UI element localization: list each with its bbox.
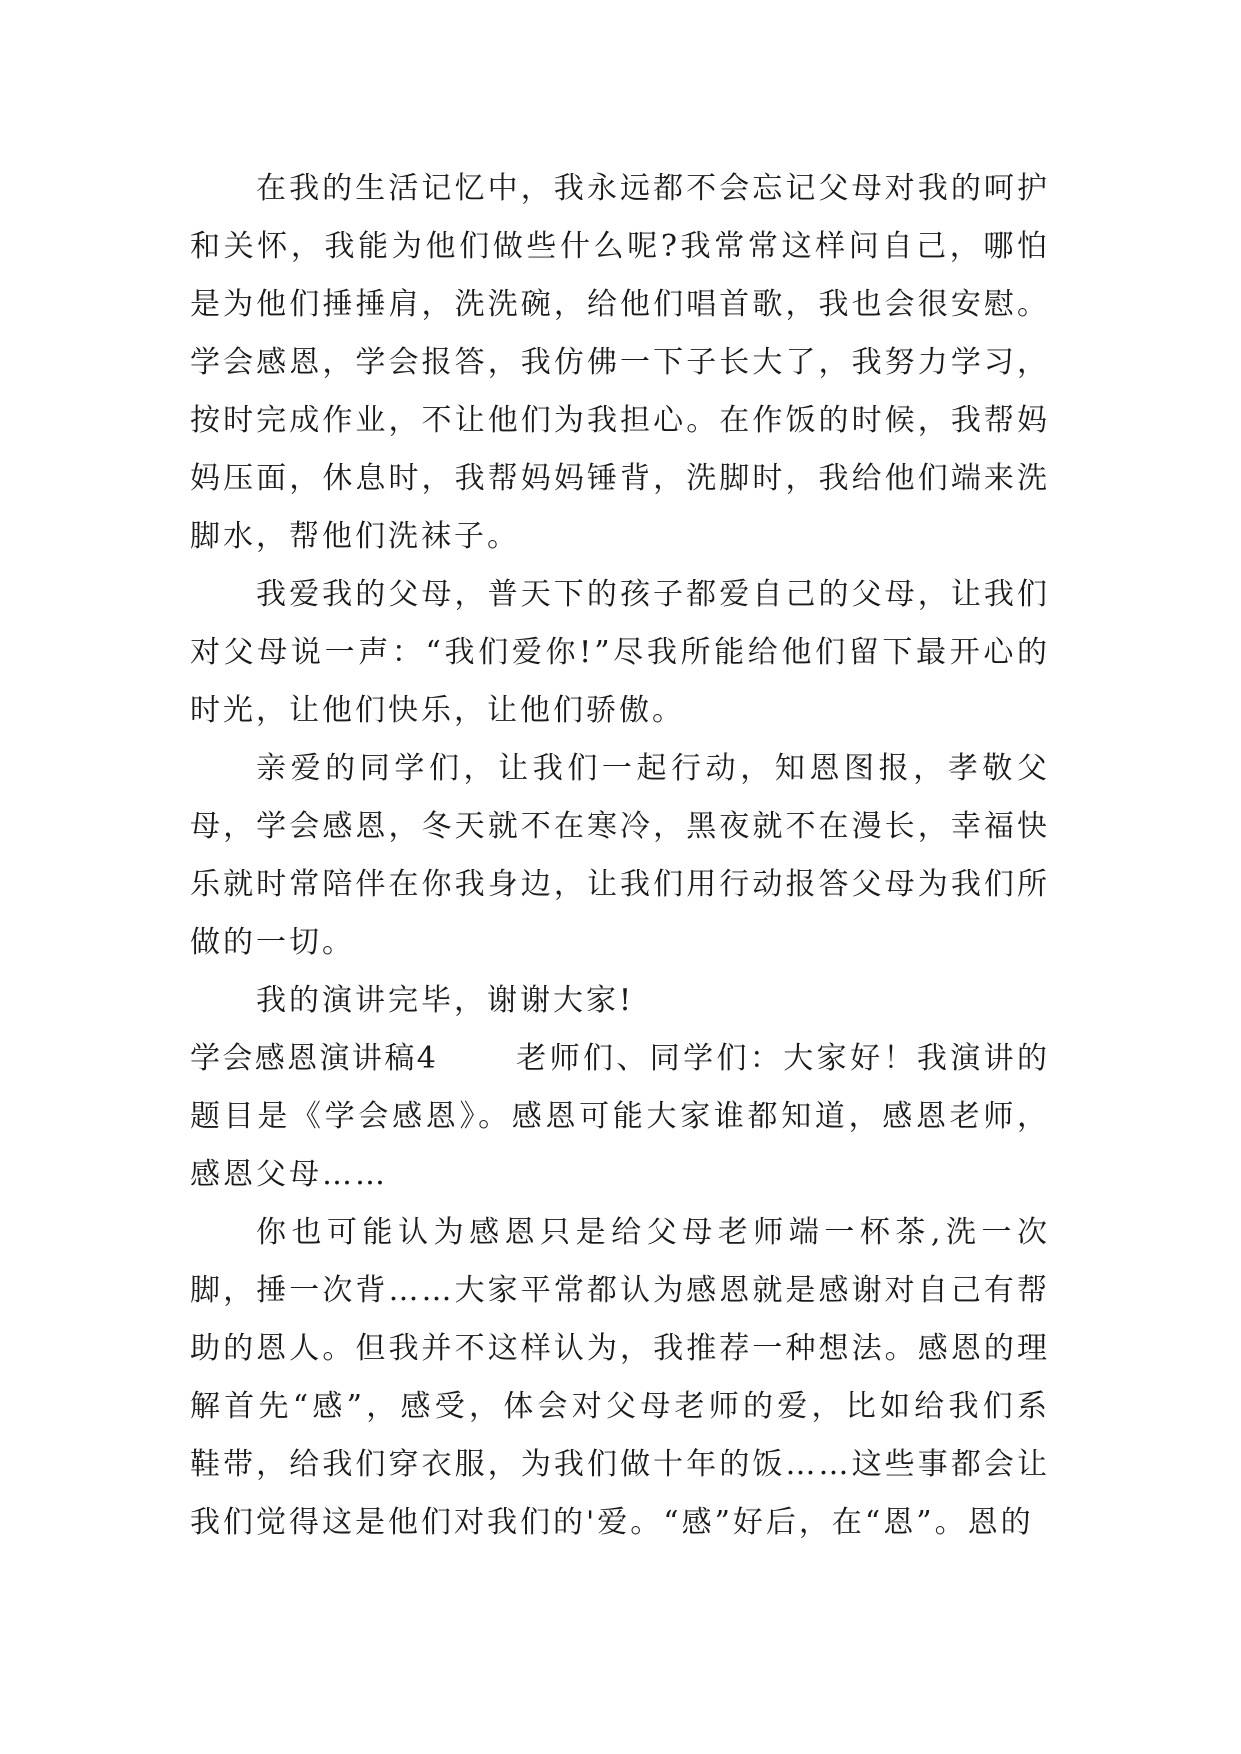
paragraph-final: 你也可能认为感恩只是给父母老师端一杯茶,洗一次脚，捶一次背……大家平常都认为感恩就是感谢对自己有帮助的恩人。但我并不这样认为，我推荐一种想法。感恩的理解首先“感”，感受，体会对父母老师的爱，比如给我们系鞋带，给我们穿衣服，为我们做十年的饭……这些事都会让我们觉得这是他们对我们的'爱。“感”好后，在“恩”。恩的 [190,1215,1050,1540]
paragraph-4: 我的演讲完毕，谢谢大家! [256,983,635,1018]
paragraph-3: 亲爱的同学们，让我们一起行动，知恩图报，孝敬父母，学会感恩，冬天就不在寒冷，黑夜就不在漫长，幸福快乐就时常陪伴在你我身边，让我们用行动报答父母为我们所做的一切。 [190,751,1050,960]
section-paragraph [190,1030,1050,1204]
section-heading: 学会感恩演讲稿4 [190,1041,438,1076]
paragraph-2: 我爱我的父母，普天下的孩子都爱自己的父母，让我们对父母说一声：“我们爱你!”尽我所能给他们留下最开心的时光，让他们快乐，让他们骄傲。 [190,577,1050,728]
paragraph-1: 在我的生活记忆中，我永远都不会忘记父母对我的呵护和关怀，我能为他们做些什么呢?我常常这样问自己，哪怕是为他们捶捶肩，洗洗碗，给他们唱首歌，我也会很安慰。学会感恩，学会报答，我仿佛一下子长大了，我努力学习，按时完成作业，不让他们为我担心。在作饭的时候，我帮妈妈压面，休息时，我帮妈妈锤背，洗脚时，我给他们端来洗脚水，帮他们洗袜子。 [190,171,1050,554]
section-intro: 老师们、同学们：大家好！我演讲的题目是《学会感恩》。感恩可能大家谁都知道，感恩老师，感恩父母…… [190,1041,1051,1192]
document-page [190,160,1050,1552]
